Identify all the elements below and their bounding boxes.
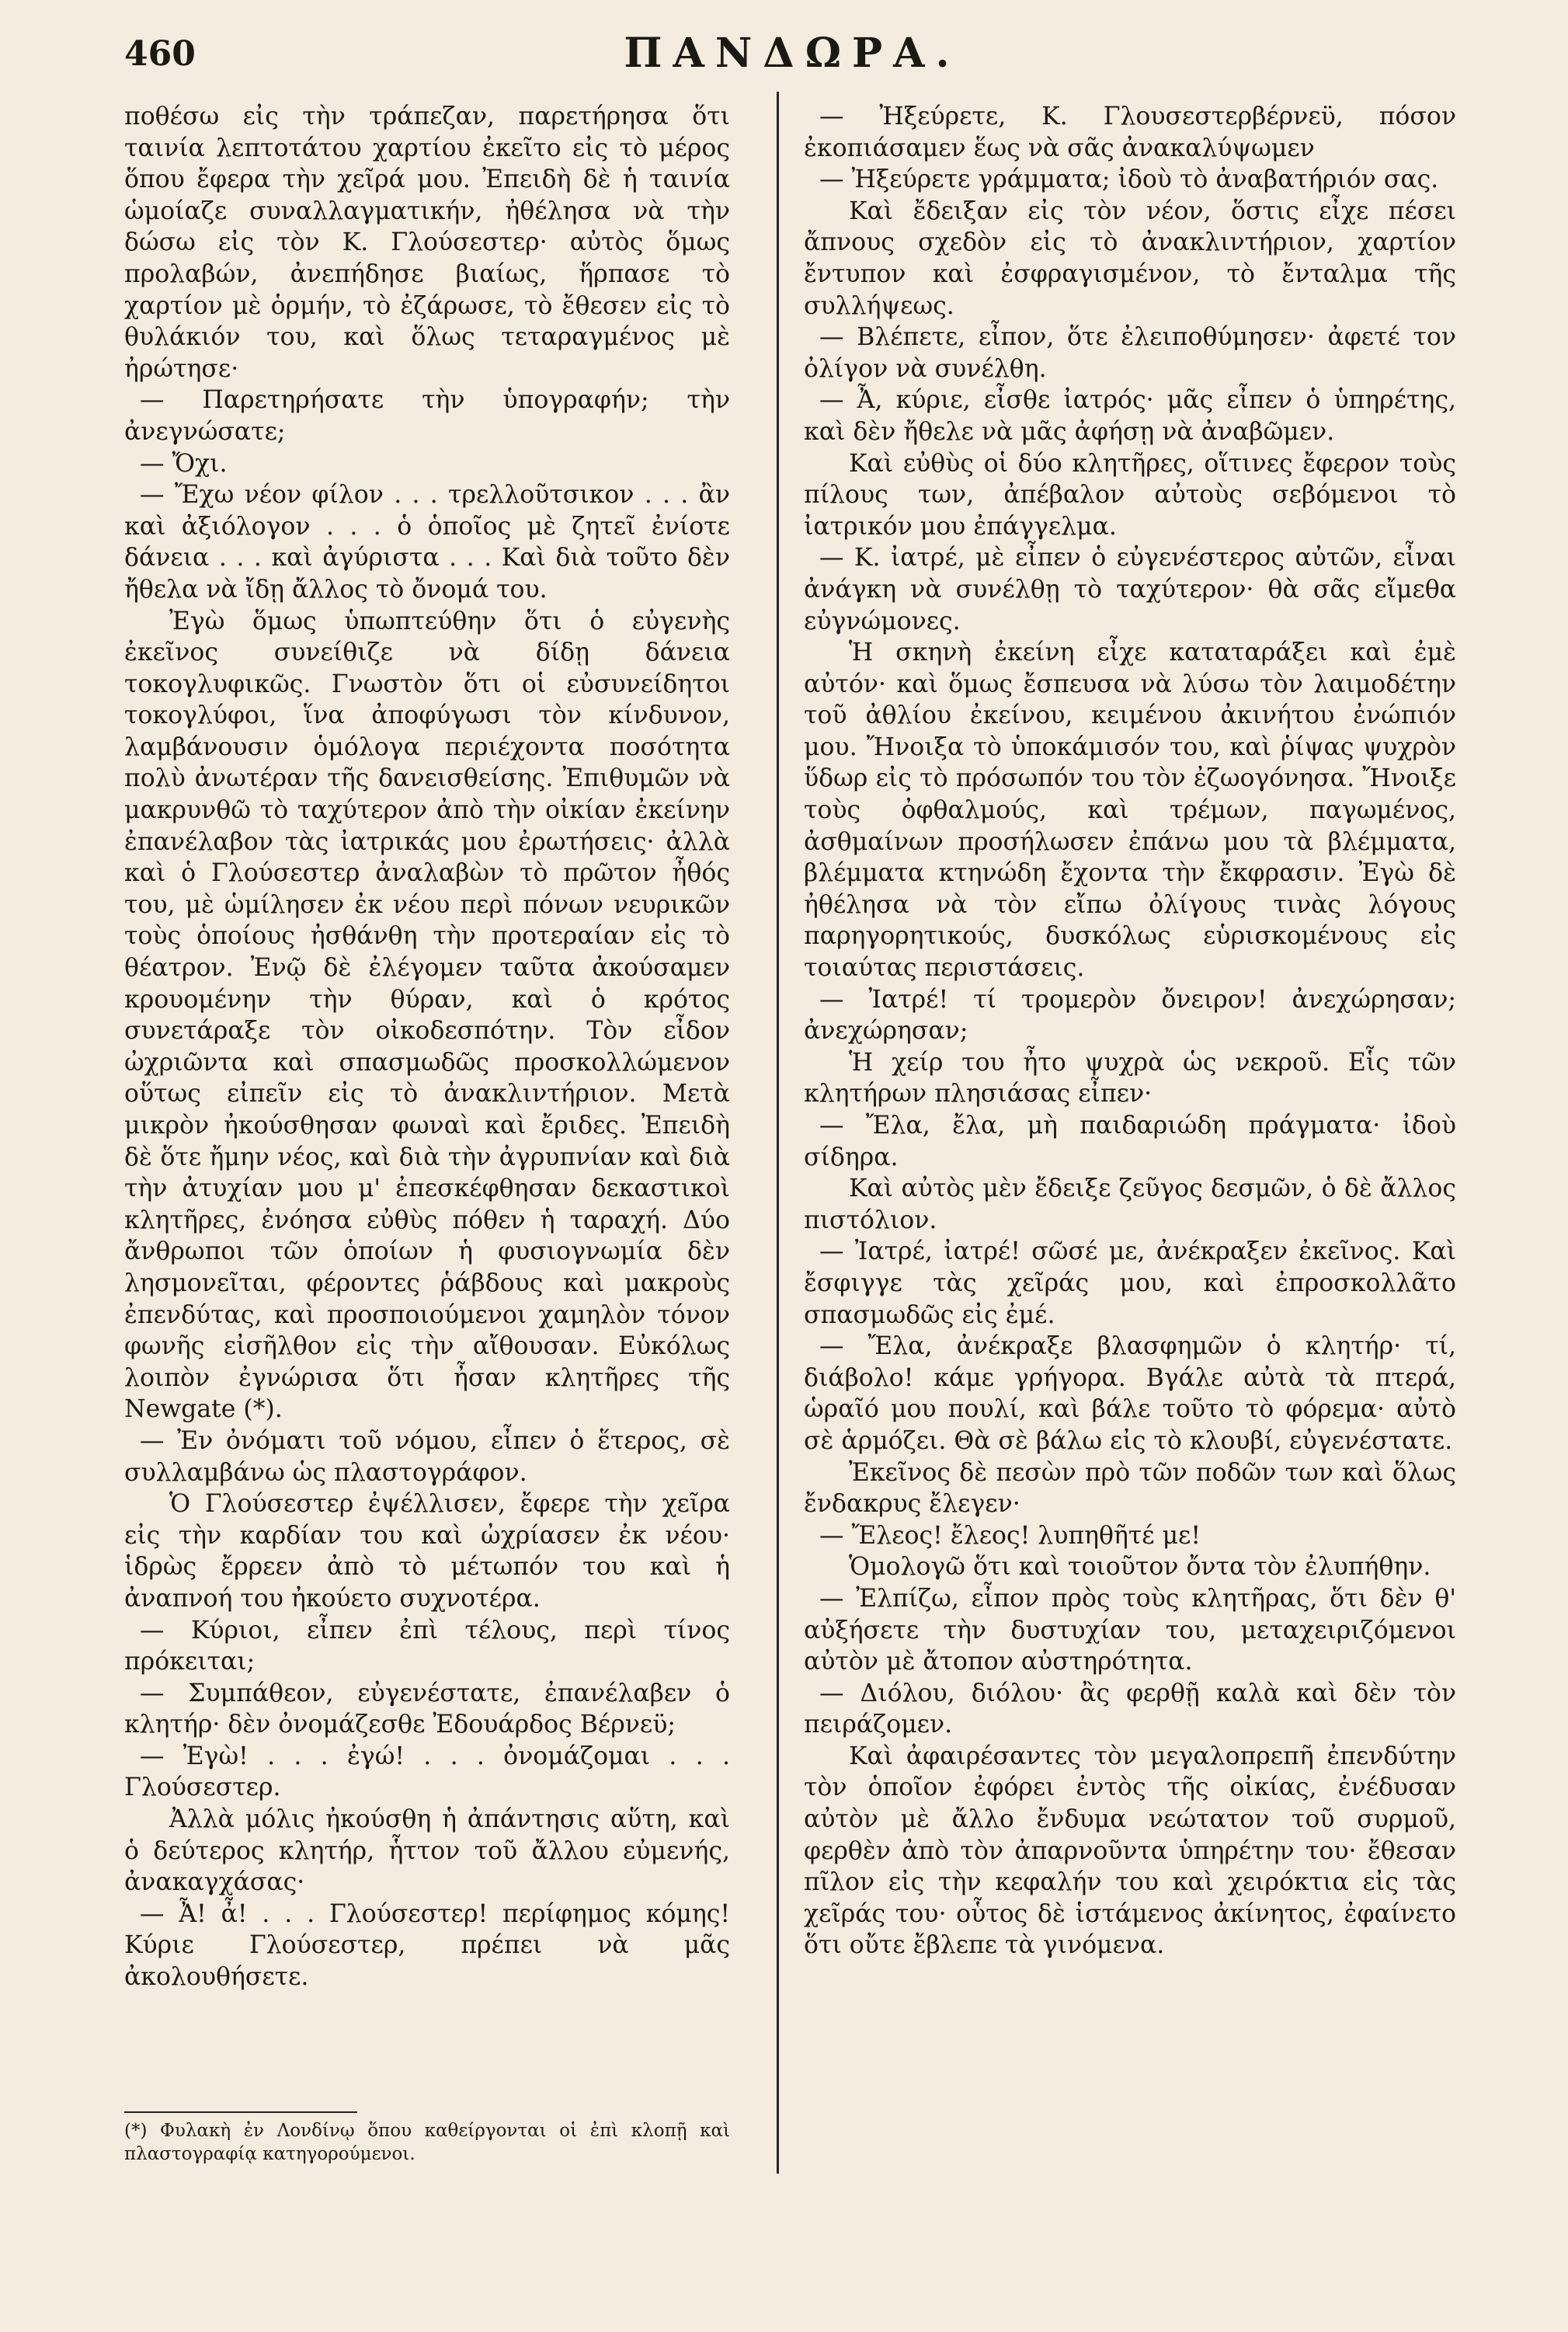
dialogue-line: — Ἔχω νέον φίλον . . . τρελλοῦτσικον . . . ἂν καὶ ἀξιόλογον . . . ὁ ὁποῖος μὲ ζητεῖ ἐνίοτε δάνεια . . . καὶ ἀγύριστα . . . Καὶ διὰ τοῦτο δὲν ἤθελα νὰ ἴδῃ ἄλλος τὸ ὄνομά του. bbox=[124, 481, 730, 604]
running-title: ΠΑΝΔΩΡΑ. bbox=[624, 30, 961, 77]
right-column bbox=[804, 101, 1456, 1961]
dialogue-line: — Συμπάθεον, εὐγενέστατε, ἐπανέλαβεν ὁ κλητήρ· δὲν ὀνομάζεσθε Ἐδουάρδος Βέρνεϋ; bbox=[124, 1679, 730, 1739]
dialogue-line: — Ὄχι. bbox=[140, 449, 228, 478]
dialogue-line: — Ἔλα, ἔλα, μὴ παιδαριώδη πράγματα· ἰδοὺ σίδηρα. bbox=[804, 1112, 1456, 1171]
dialogue-line: — Ἰατρέ, ἰατρέ! σῶσέ με, ἀνέκραξεν ἐκεῖνος. Καὶ ἔσφιγγε τὰς χεῖράς μου, καὶ ἐπροσκολλᾶτο σπασμωδῶς εἰς ἐμέ. bbox=[804, 1237, 1456, 1329]
paragraph: ποθέσω εἰς τὴν τράπεζαν, παρετήρησα ὅτι ταινία λεπτοτάτου χαρτίου ἐκεῖτο εἰς τὸ μέρος ὅπου ἔφερα τὴν χεῖρά μου. Ἐπειδὴ δὲ ἡ ταινία ὡμοίαζε συναλλαγματικήν, ἠθέλησα νὰ τὴν δώσω εἰς τὸν Κ. Γλούσεστερ· αὐτὸς ὅμως προλαβών, ἀνεπήδησε βιαίως, ἥρπασε τὸ χαρτίον μὲ ὁρμήν, τὸ ἐζάρωσε, τὸ ἔθεσεν εἰς τὸ θυλάκιόν του, καὶ ὅλως τεταραγμένος μὲ ἠρώτησε· bbox=[124, 103, 730, 383]
paragraph: Καὶ ἔδειξαν εἰς τὸν νέον, ὅστις εἶχε πέσει ἄπνους σχεδὸν εἰς τὸ ἀνακλιντήριον, χαρτίον ἔντυπον καὶ ἐσφραγισμένον, τὸ ἔνταλμα τῆς συλλήψεως. bbox=[804, 197, 1456, 320]
dialogue-line: — Ἐγὼ! . . . ἐγώ! . . . ὀνομάζομαι . . . Γλούσεστερ. bbox=[124, 1742, 730, 1802]
paragraph: Ἐκεῖνος δὲ πεσὼν πρὸ τῶν ποδῶν των καὶ ὅλως ἔνδακρυς ἔλεγεν· bbox=[804, 1458, 1456, 1519]
dialogue-line: — Ἠξεύρετε γράμματα; ἰδοὺ τὸ ἀναβατήριόν σας. bbox=[819, 165, 1439, 194]
footnote: (*) Φυλακὴ ἐν Λονδίνῳ ὅπου καθείργονται οἱ ἐπὶ κλοπῇ καὶ πλαστογραφίᾳ κατηγορούμενοι. bbox=[124, 2121, 730, 2164]
dialogue-line: — Ἰατρέ! τί τρομερὸν ὄνειρον! ἀνεχώρησαν; ἀνεχώρησαν; bbox=[804, 985, 1456, 1046]
dialogue-line: — Ἔλα, ἀνέκραξε βλασφημῶν ὁ κλητήρ· τί, διάβολο! κάμε γρήγορα. Βγάλε αὐτὰ τὰ πτερά, ὡραῖό μου πουλί, καὶ βάλε τοῦτο τὸ φόρεμα· αὐτὸ σὲ ἁρμόζει. Θὰ σὲ βάλω εἰς τὸ κλουβί, εὐγενέστατε. bbox=[804, 1332, 1456, 1455]
paragraph: Ὁ Γλούσεστερ ἐψέλλισεν, ἔφερε τὴν χεῖρα εἰς τὴν καρδίαν του καὶ ὠχρίασεν ἐκ νέου· ἱδρὼς ἔρρεεν ἀπὸ τὸ μέτωπόν του καὶ ἡ ἀναπνοή του ἠκούετο συχνοτέρα. bbox=[124, 1490, 730, 1613]
dialogue-line: — Ἐλπίζω, εἶπον πρὸς τοὺς κλητῆρας, ὅτι δὲν θ' αὐξήσετε τὴν δυστυχίαν του, μεταχειριζόμενοι αὐτὸν μὲ ἄτοπον αὐστηρότητα. bbox=[804, 1584, 1456, 1676]
dialogue-line: — Βλέπετε, εἶπον, ὅτε ἐλειποθύμησεν· ἀφετέ τον ὀλίγον νὰ συνέλθη. bbox=[804, 323, 1456, 383]
left-column bbox=[124, 101, 730, 1993]
paragraph: Ἡ χείρ του ἦτο ψυχρὰ ὡς νεκροῦ. Εἷς τῶν κλητήρων πλησιάσας εἶπεν· bbox=[804, 1048, 1456, 1109]
paragraph: Ἡ σκηνὴ ἐκείνη εἶχε καταταράξει καὶ ἐμὲ αὐτόν· καὶ ὅμως ἔσπευσα νὰ λύσω τὸν λαιμοδέτην τοῦ ἀθλίου ἐκείνου, κειμένου ἀκινήτου ἐνώπιόν μου. Ἤνοιξα τὸ ὑποκάμισόν του, καὶ ῥίψας ψυχρὸν ὕδωρ εἰς τὸ πρόσωπόν του τὸν ἐζωογόνησα. Ἤνοιξε τοὺς ὀφθαλμούς, καὶ τρέμων, παγωμένος, ἀσθμαίνων προσήλωσεν ἐπάνω μου τὰ βλέμματα, βλέμματα κτηνώδη ἔχοντα τὴν ἔκφρασιν. Ἐγὼ δὲ ἠθέλησα νὰ τὸν εἴπω ὀλίγους τινὰς λόγους παρηγορητικούς, δυσκόλως εὑρισκομένους εἰς τοιαύτας περιστάσεις. bbox=[804, 639, 1456, 983]
dialogue-line: — Ἆ, κύριε, εἶσθε ἰατρός· μᾶς εἶπεν ὁ ὑπηρέτης, καὶ δὲν ἤθελε νὰ μᾶς ἀφήσῃ νὰ ἀναβῶμεν. bbox=[804, 386, 1456, 446]
paragraph: Καὶ αὐτὸς μὲν ἔδειξε ζεῦγος δεσμῶν, ὁ δὲ ἄλλος πιστόλιον. bbox=[804, 1175, 1456, 1234]
dialogue-line: — Κύριοι, εἶπεν ἐπὶ τέλους, περὶ τίνος πρόκειται; bbox=[124, 1616, 730, 1676]
dialogue-line: — Παρετηρήσατε τὴν ὑπογραφήν; τὴν ἀνεγνώσατε; bbox=[124, 386, 730, 446]
footnote-rule bbox=[124, 2111, 357, 2113]
paragraph: Καὶ ἀφαιρέσαντες τὸν μεγαλοπρεπῆ ἐπενδύτην τὸν ὁποῖον ἐφόρει ἐντὸς τῆς οἰκίας, ἐνέδυσαν αὐτὸν μὲ ἄλλο ἔνδυμα νεώτατον τοῦ συρμοῦ, φερθὲν ἀπὸ τὸν ἀπαρνοῦντα ὑπηρέτην του· ἔθεσαν πῖλον εἰς τὴν κεφαλήν του καὶ χειρόκτια εἰς τὰς χεῖράς του· οὗτος δὲ ἱστάμενος ἀκίνητος, ἐφαίνετο ὅτι οὔτε ἔβλεπε τὰ γινόμενα. bbox=[804, 1742, 1456, 1960]
dialogue-line: — Ἆ! ἆ! . . . Γλούσεστερ! περίφημος κόμης! Κύριε Γλούσεστερ, πρέπει νὰ μᾶς ἀκολουθήσετε. bbox=[124, 1899, 730, 1992]
dialogue-line: — Ἠξεύρετε, Κ. Γλουσεστερβέρνεϋ, πόσον ἐκοπιάσαμεν ἕως νὰ σᾶς ἀνακαλύψωμεν bbox=[804, 103, 1456, 162]
dialogue-line: — Ἐν ὀνόματι τοῦ νόμου, εἶπεν ὁ ἕτερος, σὲ συλλαμβάνω ὡς πλαστογράφον. bbox=[124, 1426, 730, 1487]
column-divider bbox=[777, 92, 779, 2174]
page-number: 460 bbox=[124, 34, 196, 74]
dialogue-line: — Διόλου, διόλου· ἂς φερθῇ καλὰ καὶ δὲν τὸν πειράζομεν. bbox=[804, 1679, 1456, 1739]
paragraph: Καὶ εὐθὺς οἱ δύο κλητῆρες, οἵτινες ἔφερον τοὺς πίλους των, ἀπέβαλον αὐτοὺς σεβόμενοι τὸ ἰατρικόν μου ἐπάγγελμα. bbox=[804, 449, 1456, 541]
dialogue-line: — Ἔλεος! ἔλεος! λυπηθῆτέ με! bbox=[819, 1521, 1201, 1550]
paragraph: Ἀλλὰ μόλις ἠκούσθη ἡ ἀπάντησις αὕτη, καὶ ὁ δεύτερος κλητήρ, ἧττον τοῦ ἄλλου εὐμενής, ἀνακαγχάσας· bbox=[124, 1805, 730, 1897]
dialogue-line: — Κ. ἰατρέ, μὲ εἶπεν ὁ εὐγενέστερος αὐτῶν, εἶναι ἀνάγκη νὰ συνέλθῃ τὸ ταχύτερον· θὰ σᾶς εἴμεθα εὐγνώμονες. bbox=[804, 544, 1456, 635]
paragraph: Ἐγὼ ὅμως ὑπωπτεύθην ὅτι ὁ εὐγενὴς ἐκεῖνος συνείθιζε νὰ δίδῃ δάνεια τοκογλυφικῶς. Γνωστὸν ὅτι οἱ εὐσυνείδητοι τοκογλύφοι, ἵνα ἀποφύγωσι τὸν κίνδυνον, λαμβάνουσιν ὁμόλογα περιέχοντα ποσότητα πολὺ ἀνωτέραν τῆς δανεισθείσης. Ἐπιθυμῶν νὰ μακρυνθῶ τὸ ταχύτερον ἀπὸ τὴν οἰκίαν ἐκείνην ἐπανέλαβον τὰς ἰατρικάς μου ἐρωτήσεις· ἀλλὰ καὶ ὁ Γλούσεστερ ἀναλαβὼν τὸ πρῶτον ἦθός του, μὲ ὡμίλησεν ἐκ νέου περὶ πόνων νευρικῶν τοὺς ὁποίους ἠσθάνθη τὴν προτεραίαν εἰς τὸ θέατρον. Ἐνῷ δὲ ἐλέγομεν ταῦτα ἀκούσαμεν κρουομένην τὴν θύραν, καὶ ὁ κρότος συνετάραξε τὸν οἰκοδεσπότην. Τὸν εἶδον ὠχριῶντα καὶ σπασμωδῶς προσκολλώμενον οὕτως εἰπεῖν εἰς τὸ ἀνακλιντήριον. Μετὰ μικρὸν ἠκούσθησαν φωναὶ καὶ ἔριδες. Ἐπειδὴ δὲ ὅτε ἤμην νέος, καὶ διὰ τὴν ἀγρυπνίαν καὶ διὰ τὴν ἀτυχίαν μου μ' ἐπεσκέφθησαν δεκαστικοὶ κλητῆρες, ἐνόησα εὐθὺς πόθεν ἡ ταραχή. Δύο ἄνθρωποι τῶν ὁποίων ἡ φυσιογνωμία δὲν λησμονεῖται, φέροντες ῥάβδους καὶ μακροὺς ἐπενδύτας, καὶ προσποιούμενοι χαμηλὸν τόνον φωνῆς εἰσῆλθον εἰς τὴν αἴθουσαν. Εὐκόλως λοιπὸν ἐγνώρισα ὅτι ἦσαν κλητῆρες τῆς Newgate (*). bbox=[124, 607, 730, 1424]
paragraph: Ὁμολογῶ ὅτι καὶ τοιοῦτον ὄντα τὸν ἐλυπήθην. bbox=[849, 1553, 1431, 1582]
page-header bbox=[124, 30, 1460, 84]
